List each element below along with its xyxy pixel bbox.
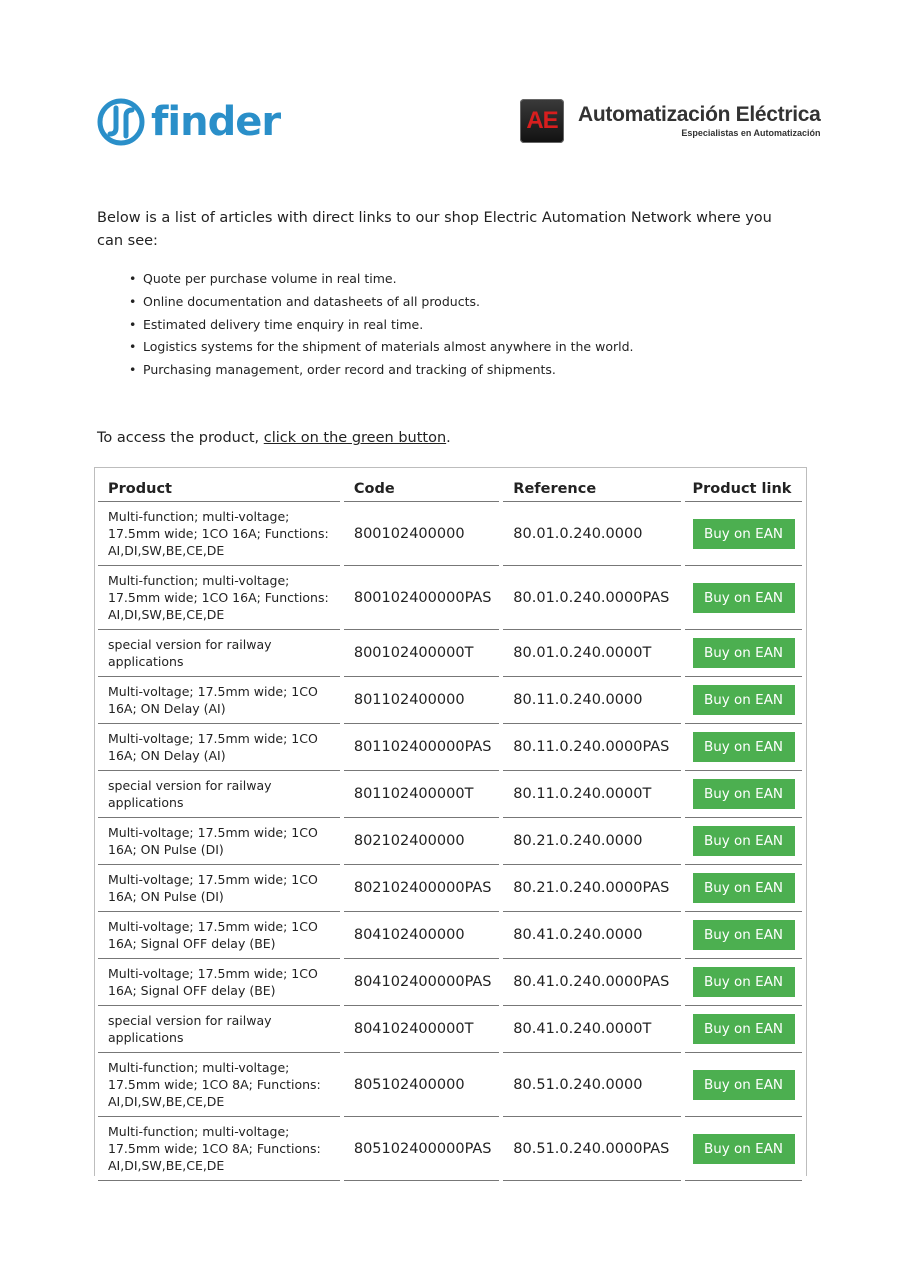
buy-on-ean-button[interactable]: Buy on EAN xyxy=(693,583,795,613)
products-table-container xyxy=(94,467,807,1176)
access-suffix: . xyxy=(446,430,451,446)
code-cell: 804102400000 xyxy=(344,912,499,959)
product-cell: Multi-voltage; 17.5mm wide; 1CO 16A; ON Pulse (DI) xyxy=(98,818,340,865)
table-header-row xyxy=(98,468,802,502)
code-cell: 801102400000 xyxy=(344,677,499,724)
product-link-cell xyxy=(685,959,803,1006)
code-cell: 800102400000PAS xyxy=(344,566,499,630)
product-cell: Multi-voltage; 17.5mm wide; 1CO 16A; Signal OFF delay (BE) xyxy=(98,912,340,959)
reference-cell: 80.21.0.240.0000PAS xyxy=(503,865,680,912)
buy-on-ean-button[interactable]: Buy on EAN xyxy=(693,826,795,856)
table-row xyxy=(98,677,802,724)
reference-cell: 80.01.0.240.0000T xyxy=(503,630,680,677)
list-item: • Logistics systems for the shipment of materials almost anywhere in the world. xyxy=(129,336,634,359)
table-row xyxy=(98,566,802,630)
product-link-cell xyxy=(685,818,803,865)
code-cell: 800102400000T xyxy=(344,630,499,677)
table-row xyxy=(98,818,802,865)
code-cell: 805102400000 xyxy=(344,1053,499,1117)
reference-cell: 80.11.0.240.0000T xyxy=(503,771,680,818)
green-button-link[interactable]: click on the green button xyxy=(263,430,447,446)
buy-on-ean-button[interactable]: Buy on EAN xyxy=(693,638,795,668)
product-link-cell xyxy=(685,865,803,912)
product-cell: Multi-voltage; 17.5mm wide; 1CO 16A; Signal OFF delay (BE) xyxy=(98,959,340,1006)
ae-logo-subtitle: Especialistas en Automatización xyxy=(681,128,821,138)
product-cell: Multi-voltage; 17.5mm wide; 1CO 16A; ON Pulse (DI) xyxy=(98,865,340,912)
table-row xyxy=(98,1006,802,1053)
buy-on-ean-button[interactable]: Buy on EAN xyxy=(693,685,795,715)
header-product-link: Product link xyxy=(685,468,803,502)
ae-logo xyxy=(520,99,821,143)
ae-logo-title: Automatización Eléctrica xyxy=(578,103,821,126)
code-cell: 802102400000 xyxy=(344,818,499,865)
header-code: Code xyxy=(344,468,499,502)
reference-cell: 80.01.0.240.0000 xyxy=(503,502,680,566)
products-table xyxy=(94,468,806,1181)
product-cell: special version for railway applications xyxy=(98,630,340,677)
product-link-cell xyxy=(685,502,803,566)
finder-logo xyxy=(97,96,280,148)
list-item: • Quote per purchase volume in real time. xyxy=(129,268,634,291)
code-cell: 804102400000PAS xyxy=(344,959,499,1006)
reference-cell: 80.51.0.240.0000PAS xyxy=(503,1117,680,1181)
buy-on-ean-button[interactable]: Buy on EAN xyxy=(693,779,795,809)
reference-cell: 80.11.0.240.0000PAS xyxy=(503,724,680,771)
list-item: • Purchasing management, order record and tracking of shipments. xyxy=(129,359,634,382)
table-row xyxy=(98,912,802,959)
product-link-cell xyxy=(685,677,803,724)
ae-logo-mark xyxy=(520,99,564,143)
buy-on-ean-button[interactable]: Buy on EAN xyxy=(693,1134,795,1164)
reference-cell: 80.51.0.240.0000 xyxy=(503,1053,680,1117)
product-link-cell xyxy=(685,724,803,771)
table-row xyxy=(98,865,802,912)
code-cell: 804102400000T xyxy=(344,1006,499,1053)
buy-on-ean-button[interactable]: Buy on EAN xyxy=(693,1070,795,1100)
buy-on-ean-button[interactable]: Buy on EAN xyxy=(693,967,795,997)
access-instruction xyxy=(97,427,451,449)
table-row xyxy=(98,724,802,771)
buy-on-ean-button[interactable]: Buy on EAN xyxy=(693,873,795,903)
product-cell: Multi-function; multi-voltage; 17.5mm wide; 1CO 16A; Functions: AI,DI,SW,BE,CE,DE xyxy=(98,566,340,630)
list-item: • Online documentation and datasheets of all products. xyxy=(129,291,634,314)
reference-cell: 80.11.0.240.0000 xyxy=(503,677,680,724)
table-row xyxy=(98,630,802,677)
buy-on-ean-button[interactable]: Buy on EAN xyxy=(693,920,795,950)
product-link-cell xyxy=(685,1117,803,1181)
table-row xyxy=(98,771,802,818)
product-cell: Multi-voltage; 17.5mm wide; 1CO 16A; ON Delay (AI) xyxy=(98,724,340,771)
product-cell: special version for railway applications xyxy=(98,1006,340,1053)
product-cell: Multi-voltage; 17.5mm wide; 1CO 16A; ON Delay (AI) xyxy=(98,677,340,724)
reference-cell: 80.01.0.240.0000PAS xyxy=(503,566,680,630)
code-cell: 800102400000 xyxy=(344,502,499,566)
product-link-cell xyxy=(685,912,803,959)
intro-paragraph: Below is a list of articles with direct links to our shop Electric Automation Network where you can see: xyxy=(97,210,772,249)
buy-on-ean-button[interactable]: Buy on EAN xyxy=(693,519,795,549)
list-item: • Estimated delivery time enquiry in real time. xyxy=(129,314,634,337)
product-link-cell xyxy=(685,771,803,818)
header-product: Product xyxy=(98,468,340,502)
access-prefix: To access the product, xyxy=(97,430,264,446)
code-cell: 801102400000PAS xyxy=(344,724,499,771)
code-cell: 805102400000PAS xyxy=(344,1117,499,1181)
product-cell: Multi-function; multi-voltage; 17.5mm wide; 1CO 8A; Functions: AI,DI,SW,BE,CE,DE xyxy=(98,1053,340,1117)
feature-list xyxy=(129,268,634,382)
product-cell: special version for railway applications xyxy=(98,771,340,818)
product-link-cell xyxy=(685,1006,803,1053)
reference-cell: 80.41.0.240.0000T xyxy=(503,1006,680,1053)
reference-cell: 80.41.0.240.0000 xyxy=(503,912,680,959)
buy-on-ean-button[interactable]: Buy on EAN xyxy=(693,1014,795,1044)
product-cell: Multi-function; multi-voltage; 17.5mm wide; 1CO 16A; Functions: AI,DI,SW,BE,CE,DE xyxy=(98,502,340,566)
header-reference: Reference xyxy=(503,468,680,502)
table-row xyxy=(98,959,802,1006)
table-row xyxy=(98,1117,802,1181)
product-link-cell xyxy=(685,566,803,630)
ae-logo-mark-text: AE xyxy=(526,107,558,134)
reference-cell: 80.21.0.240.0000 xyxy=(503,818,680,865)
buy-on-ean-button[interactable]: Buy on EAN xyxy=(693,732,795,762)
code-cell: 802102400000PAS xyxy=(344,865,499,912)
finder-logo-icon xyxy=(97,98,145,146)
table-row xyxy=(98,1053,802,1117)
product-cell: Multi-function; multi-voltage; 17.5mm wide; 1CO 8A; Functions: AI,DI,SW,BE,CE,DE xyxy=(98,1117,340,1181)
product-link-cell xyxy=(685,630,803,677)
reference-cell: 80.41.0.240.0000PAS xyxy=(503,959,680,1006)
finder-logo-text: finder xyxy=(151,99,281,145)
table-row xyxy=(98,502,802,566)
code-cell: 801102400000T xyxy=(344,771,499,818)
product-link-cell xyxy=(685,1053,803,1117)
